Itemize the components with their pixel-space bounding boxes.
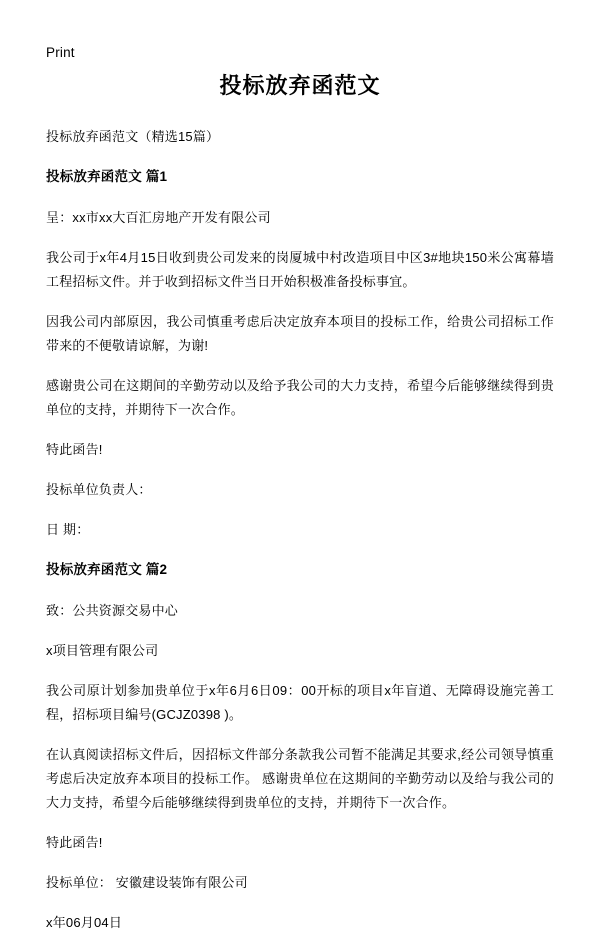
paragraph: x项目管理有限公司 [46,643,159,659]
paragraph: 我公司原计划参加贵单位于x年6月6日09：00开标的项目x年盲道、无障碍设施完善工程，招标项目编号(GCJZ0398 )。 [46,683,554,723]
section-heading: 投标放弃函范文 篇1 [46,168,168,184]
paragraph: 感谢贵公司在这期间的辛勤劳动以及给予我公司的大力支持，希望今后能够继续得到贵单位的支持，并期待下一次合作。 [46,377,554,417]
paragraph: 投标单位： 安徽建设装饰有限公司 [46,875,248,891]
page-title: 投标放弃函范文 [219,73,381,98]
document-body [46,125,554,936]
print-button[interactable]: Print [46,45,75,60]
paragraph: 因我公司内部原因，我公司慎重考虑后决定放弃本项目的投标工作，给贵公司招标工作带来的不便敬请谅解，为谢! [46,313,554,353]
paragraph: 投标单位负责人： [46,481,152,497]
paragraph: 我公司于x年4月15日收到贵公司发来的岗厦城中村改造项目中区3#地块150米公寓幕墙工程招标文件。并于收到招标文件当日开始积极准备投标事宜。 [46,249,554,289]
paragraph: x年06月04日 [46,915,123,931]
section-heading: 投标放弃函范文 篇2 [46,562,168,578]
paragraph: 呈：xx市xx大百汇房地产开发有限公司 [46,209,271,225]
paragraph: 投标放弃函范文（精选15篇） [46,128,220,144]
paragraph: 日 期： [46,522,90,538]
paragraph: 特此函告! [46,835,103,851]
paragraph: 特此函告! [46,441,103,457]
paragraph: 致：公共资源交易中心 [46,603,179,619]
paragraph: 在认真阅读招标文件后，因招标文件部分条款我公司暂不能满足其要求,经公司领导慎重考虑后决定放弃本项目的投标工作。 感谢贵单位在这期间的辛勤劳动以及给与我公司的大力支持，希望今后能够继续得到贵单位的支持，并期待下一次合作。 [46,747,554,811]
